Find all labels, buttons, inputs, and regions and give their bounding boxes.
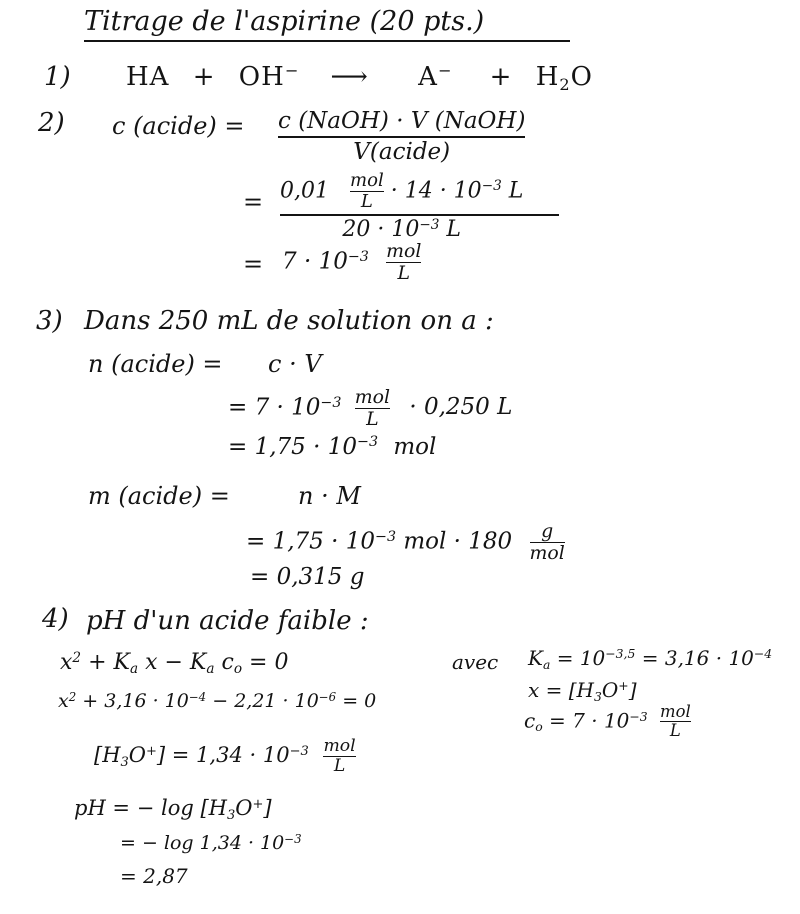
question-2-number: 2) [38, 108, 65, 138]
h3o-concentration: $[H3O^+] = 1,34 \cdot 10^{-3}$ mol L [94, 736, 356, 777]
eq-sign: = [243, 250, 264, 278]
question-3-intro: Dans 250 mL de solution on a : [84, 306, 494, 336]
concentration-lhs: c (acide) = [112, 112, 245, 140]
mass-formula: n · M [298, 482, 361, 510]
page-title: Titrage de l'aspirine (20 pts.) [84, 6, 485, 37]
calc-denominator: $20 \cdot 10^{-3}$ L [342, 216, 462, 243]
c0-definition: co = $7 \cdot 10^{-3}$ mol L [524, 702, 691, 741]
formula-numerator: c (NaOH) · V (NaOH) [278, 108, 526, 134]
question-3-number: 3) [36, 306, 63, 336]
ka-definition: $Ka = 10^{-3,5} = 3,16 \cdot 10^{-4}$ [528, 646, 773, 672]
avec-label: avec [452, 650, 499, 674]
moles-lhs: n (acide) = [88, 350, 223, 378]
question-1-number: 1) [44, 62, 71, 92]
mass-calculation: = $1,75 \cdot 10^{-3}$ mol · 180 g mol [246, 520, 565, 564]
title-underline [84, 40, 570, 42]
question-4-intro: pH d'un acide faible : [86, 606, 369, 636]
moles-result: = $1,75 \cdot 10^{-3}$ mol [228, 434, 437, 460]
moles-calculation: = $7 \cdot 10^{-3}$ mol L · 0,250 L [228, 386, 513, 430]
calc-numerator: 0,01 mol L · $14 \cdot 10^{-3}$ L [280, 170, 524, 213]
reaction-equation: HA + OH− ⟶ A− + H2O [126, 61, 593, 94]
concentration-calculation [280, 172, 523, 241]
x-definition: x = [H3O+] [528, 678, 637, 704]
ph-calculation: = − $\log 1,34 \cdot 10^{-3}$ [120, 831, 302, 854]
ph-result: = 2,87 [120, 864, 188, 888]
ph-formula: pH = − log [H3O+] [74, 796, 272, 823]
quadratic-equation: $x^2 + Ka$ x − Ka co = 0 [60, 649, 289, 678]
concentration-formula [278, 110, 525, 164]
moles-formula: c · V [268, 350, 322, 378]
eq-sign: = [243, 188, 264, 216]
question-4-number: 4) [42, 604, 69, 634]
quadratic-numeric: $x^2 + 3,16 \cdot 10^{-4} - 2,21 \cdot 10^{-6} = 0$ [58, 689, 377, 712]
concentration-result: $7 \cdot 10^{-3}$ mol L [282, 240, 422, 284]
mass-lhs: m (acide) = [88, 482, 230, 510]
formula-denominator: V(acide) [353, 139, 451, 165]
mass-result: = 0,315 g [250, 564, 365, 590]
